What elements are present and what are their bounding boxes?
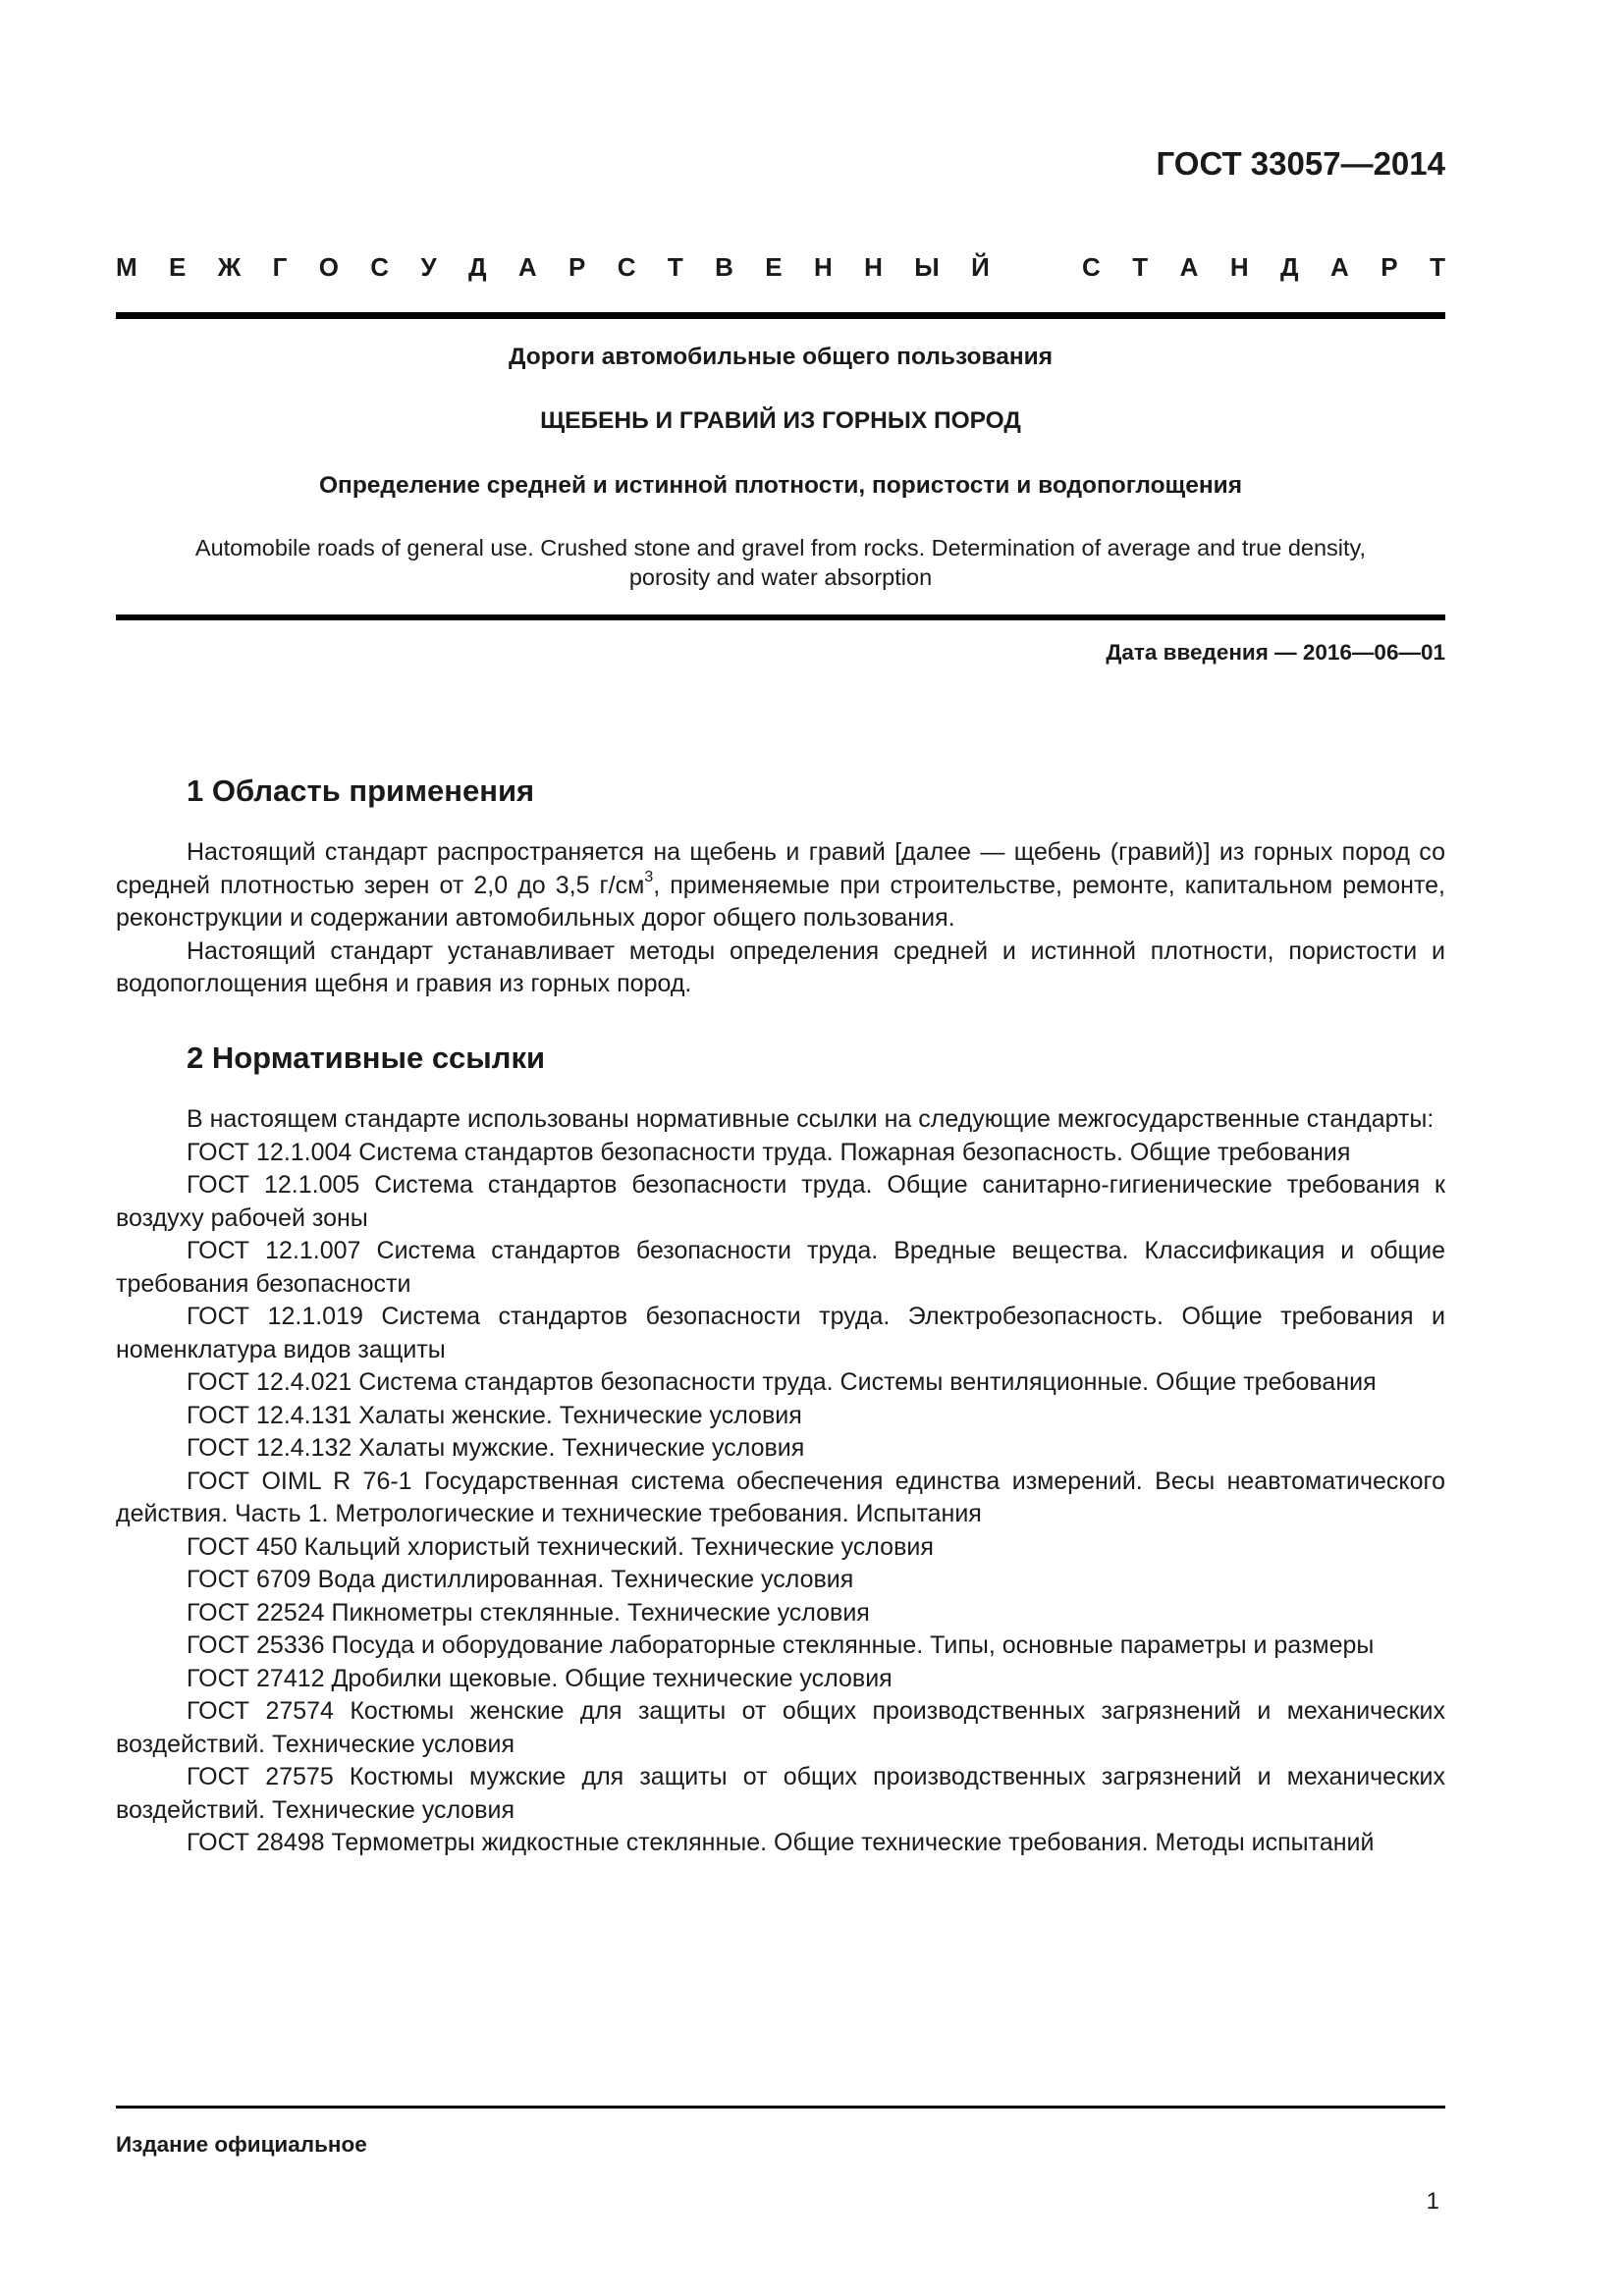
banner-letter: М — [116, 251, 137, 282]
edition-label: Издание официальное — [116, 2132, 367, 2157]
banner-letter: Д — [467, 251, 487, 282]
references-intro: В настоящем стандарте использованы нормативные ссылки на следующие межгосударственные стандарты: — [187, 1105, 1435, 1133]
banner-letter: С — [617, 251, 636, 282]
reference-item: ГОСТ OIML R 76-1 Государственная система обеспечения единства измерений. Весы неавтоматического действия. Часть 1. Метрологические и технические требования. Испытания — [116, 1467, 1445, 1527]
reference-item: ГОСТ 12.1.004 Система стандартов безопасности труда. Пожарная безопасность. Общие требования — [187, 1138, 1351, 1166]
paragraph-text: Настоящий стандарт распространяется на щебень и гравий [далее — щебень (гравий)] из горных пород со средней плотностью зерен от 2,0 до 3,5 г/см — [116, 838, 1445, 899]
banner-letter: Е — [169, 251, 187, 282]
reference-item: ГОСТ 28498 Термометры жидкостные стеклянные. Общие технические требования. Методы испытаний — [187, 1829, 1375, 1856]
banner-letter: Е — [765, 251, 783, 282]
reference-item: ГОСТ 450 Кальций хлористый технический. Технические условия — [187, 1532, 934, 1561]
banner-letter: Т — [667, 251, 683, 282]
banner-letter: Т — [1132, 251, 1149, 282]
banner-letter: Ж — [217, 251, 242, 282]
title-line-2: ЩЕБЕНЬ И ГРАВИЙ ИЗ ГОРНЫХ ПОРОД — [540, 407, 1021, 434]
banner-letter: С — [370, 251, 390, 282]
reference-item: ГОСТ 27412 Дробилки щековые. Общие технические условия — [187, 1664, 893, 1692]
banner-letter: С — [1082, 251, 1101, 282]
footer-rule — [116, 2106, 1445, 2109]
section-2-body — [116, 1103, 1445, 1860]
banner-letter: Т — [1430, 251, 1445, 282]
banner-letter: У — [420, 251, 437, 282]
banner-letter: Р — [568, 251, 586, 282]
section-1-body — [116, 836, 1445, 1001]
title-bottom-rule — [116, 614, 1445, 620]
title-line-1: Дороги автомобильные общего пользования — [508, 344, 1054, 370]
english-title — [116, 533, 1445, 592]
reference-item: ГОСТ 6709 Вода дистиллированная. Технические условия — [187, 1566, 854, 1593]
english-title-line-2: porosity and water absorption — [628, 564, 933, 590]
banner-letter: Д — [1280, 251, 1299, 282]
english-title-line-1: Automobile roads of general use. Crushed stone and gravel from rocks. Determination of average and true density, — [194, 535, 1367, 561]
page-number: 1 — [1426, 2188, 1439, 2215]
reference-item: ГОСТ 12.4.131 Халаты женские. Технические условия — [187, 1401, 802, 1429]
introduction-date: Дата введения — 2016—06—01 — [1106, 640, 1445, 665]
standard-banner — [116, 250, 1445, 284]
banner-word-standard — [1082, 252, 1445, 283]
paragraph-text: , применяемые при строительстве, ремонте, капитальном ремонте, реконструкции и содержании автомобильных дорог общего пользования. — [116, 871, 1446, 932]
reference-item: ГОСТ 12.1.007 Система стандартов безопасности труда. Вредные вещества. Классификация и общие требования безопасности — [116, 1237, 1445, 1298]
reference-item: ГОСТ 12.1.005 Система стандартов безопасности труда. Общие санитарно-гигиенические требования к воздуху рабочей зоны — [116, 1171, 1445, 1232]
section-1-heading: 1 Область применения — [187, 774, 535, 808]
banner-letter: А — [1330, 251, 1349, 282]
section-1-paragraph-1 — [116, 836, 1445, 935]
reference-item: ГОСТ 27575 Костюмы мужские для защиты от общих производственных загрязнений и механических воздействий. Технические условия — [116, 1763, 1445, 1824]
banner-letter: А — [1179, 251, 1199, 282]
standard-code: ГОСТ 33057—2014 — [1156, 145, 1445, 182]
banner-letter: Н — [813, 251, 833, 282]
section-2-heading: 2 Нормативные ссылки — [187, 1041, 546, 1075]
banner-letter: Й — [971, 251, 990, 282]
reference-item: ГОСТ 12.4.021 Система стандартов безопасности труда. Системы вентиляционные. Общие требования — [187, 1368, 1377, 1396]
banner-letter: О — [318, 251, 339, 282]
banner-letter: Р — [1380, 251, 1398, 282]
title-line-3: Определение средней и истинной плотности, пористости и водопоглощения — [318, 472, 1243, 499]
banner-letter: А — [517, 251, 537, 282]
superscript: 3 — [644, 869, 654, 886]
banner-letter: В — [715, 251, 733, 282]
banner-letter: Ы — [914, 251, 940, 282]
reference-item: ГОСТ 12.1.019 Система стандартов безопасности труда. Электробезопасность. Общие требования и номенклатура видов защиты — [116, 1303, 1445, 1363]
banner-letter: Н — [1229, 251, 1249, 282]
reference-item: ГОСТ 25336 Посуда и оборудование лабораторные стеклянные. Типы, основные параметры и размеры — [187, 1631, 1375, 1659]
reference-item: ГОСТ 12.4.132 Халаты мужские. Технические условия — [187, 1434, 805, 1462]
banner-letter: Н — [864, 251, 883, 282]
banner-letter: Г — [272, 251, 288, 282]
reference-item: ГОСТ 22524 Пикнометры стеклянные. Технические условия — [187, 1598, 870, 1627]
banner-word-interstate — [116, 252, 990, 283]
section-1-paragraph-2: Настоящий стандарт устанавливает методы определения средней и истинной плотности, пористости и водопоглощения щебня и гравия из горных пород. — [116, 936, 1445, 997]
reference-item: ГОСТ 27574 Костюмы женские для защиты от общих производственных загрязнений и механических воздействий. Технические условия — [116, 1697, 1445, 1758]
top-rule — [116, 312, 1445, 319]
